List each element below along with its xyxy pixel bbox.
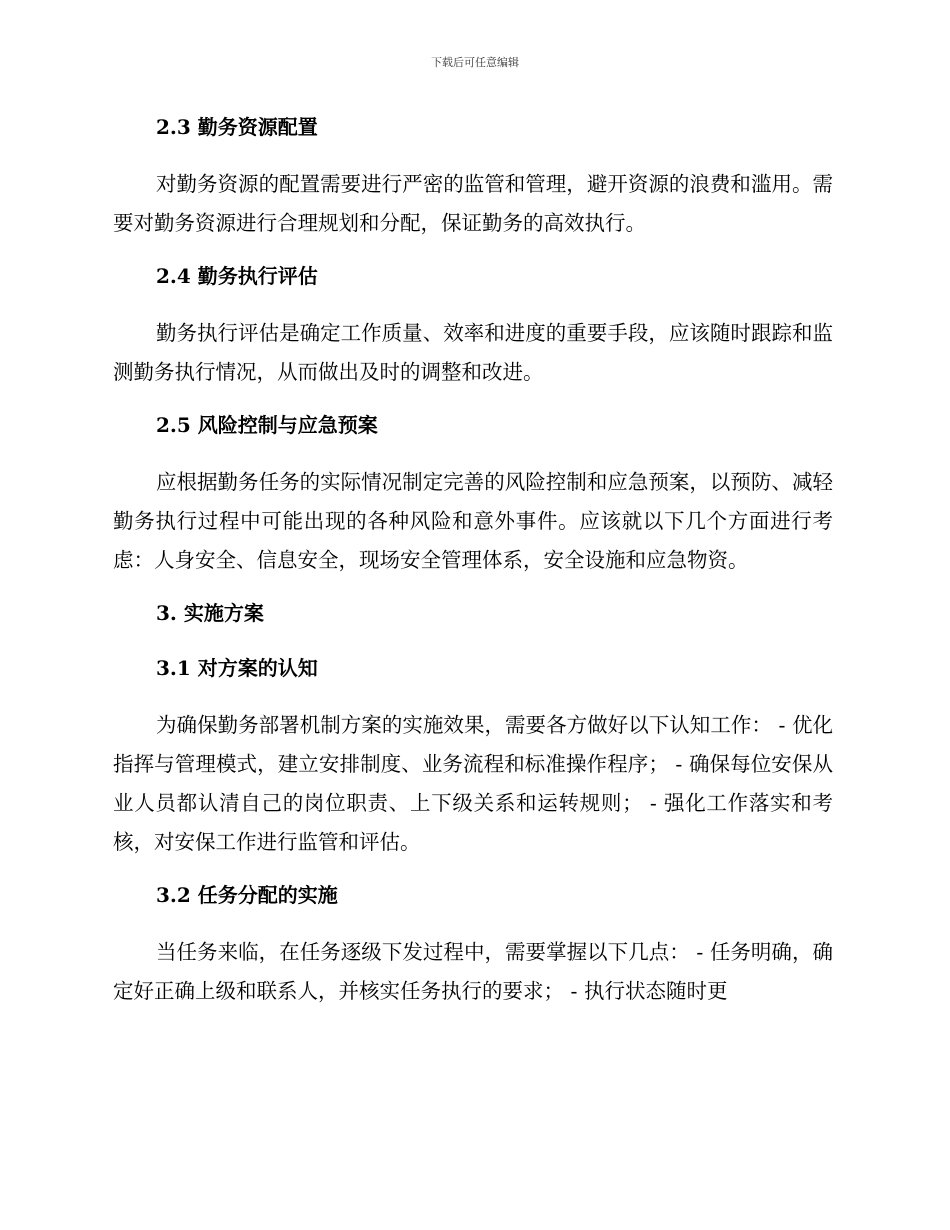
header-note: 下载后可任意编辑 [431, 56, 519, 69]
document-body [113, 110, 833, 1011]
section-heading-3-2: 3.2 任务分配的实施 [156, 883, 338, 907]
section-paragraph-2-4: 勤务执行评估是确定工作质量、效率和进度的重要手段，应该随时跟踪和监测勤务执行情况，从而做出及时的调整和改进。 [113, 321, 833, 384]
section-paragraph-2-3: 对勤务资源的配置需要进行严密的监管和管理，避开资源的浪费和滥用。需要对勤务资源进行合理规划和分配，保证勤务的高效执行。 [113, 172, 833, 235]
section-heading-2-3: 2.3 勤务资源配置 [156, 115, 318, 139]
section-paragraph-3-2: 当任务来临，在任务逐级下发过程中，需要掌握以下几点： - 任务明确，确定好正确上级和联系人，并核实任务执行的要求； - 执行状态随时更 [113, 940, 833, 1003]
section-heading-3: 3. 实施方案 [156, 601, 264, 625]
section-paragraph-2-5: 应根据勤务任务的实际情况制定完善的风险控制和应急预案，以预防、减轻勤务执行过程中可能出现的各种风险和意外事件。应该就以下几个方面进行考虑：人身安全、信息安全，现场安全管理体系，安全设施和应急物资。 [113, 470, 833, 572]
section-heading-2-5: 2.5 风险控制与应急预案 [156, 413, 378, 437]
section-paragraph-3-1: 为确保勤务部署机制方案的实施效果，需要各方做好以下认知工作： - 优化指挥与管理模式，建立安排制度、业务流程和标准操作程序； - 确保每位安保从业人员都认清自己的岗位职责、上下级关系和运转规则； - 强化工作落实和考核，对安保工作进行监管和评估。 [113, 713, 833, 854]
section-heading-2-4: 2.4 勤务执行评估 [156, 264, 318, 288]
section-heading-3-1: 3.1 对方案的认知 [156, 656, 318, 680]
